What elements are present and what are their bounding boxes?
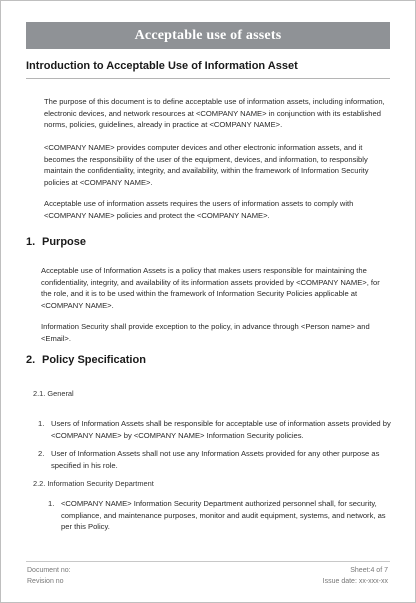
intro-paragraph-1: The purpose of this document is to define acceptable use of information assets, including information, electronic devices, and network resources at <COMPANY NAME> in conjunction with its established norms, policies, guidelines, already in practice at <COMPANY NAME>. [44,97,385,129]
footer-divider [26,561,390,562]
subsection-information-security: 2.2. Information Security Department [33,479,154,488]
introduction-heading: Introduction to Acceptable Use of Information Asset [26,60,390,79]
list-item [38,418,391,441]
list-item-text: <COMPANY NAME> Information Security Department authorized personnel shall, for security, compliance, and maintenance purposes, monitor and audit equipment, systems, and network, as per this Policy. [61,499,386,531]
policy-heading [26,353,146,367]
list-item [38,448,391,471]
list-item-text: User of Information Assets shall not use any Information Assets provided for any other purpose as specified in his role. [51,449,380,470]
purpose-title: Purpose [42,236,87,248]
policy-number: 2. [26,354,36,366]
document-title-banner: Acceptable use of assets [26,22,390,49]
footer-sheet: Sheet:4 of 7 [350,567,388,574]
footer-document-no: Document no: [27,567,71,574]
purpose-number: 1. [26,236,36,248]
purpose-paragraph-2: Information Security shall provide exception to the policy, in advance through <Person name> and <Email>. [41,322,370,343]
subsection-general: 2.1. General [33,389,74,398]
intro-paragraph-2: <COMPANY NAME> provides computer devices and other electronic information assets, and it becomes the responsibility of the user of the equipment, devices, and information, to responsibly maintain the confidentiality, integrity, and availability, within the framework of Information Security policies at <COMPANY NAME>. [44,143,369,187]
footer-issue-date: Issue date: xx-xxx-xx [322,578,388,585]
list-marker: 1. [38,419,45,428]
list-marker: 1. [48,499,55,508]
footer-revision-no: Revision no [27,578,64,585]
list-marker: 2. [38,449,45,458]
policy-title: Policy Specification [42,354,146,366]
purpose-paragraph-1: Acceptable use of Information Assets is a policy that makes users responsible for maintaining the confidentiality, integrity, and availability of its information assets provided by <COMPANY NAME>, for the role, and it is to be used within the framework of Information Security Policies applicable at <COMPANY NAME>. [41,266,380,310]
list-item [48,498,391,533]
list-item-text: Users of Information Assets shall be responsible for acceptable use of information assets provided by <COMPANY NAME> by <COMPANY NAME> Information Security policies. [51,419,391,440]
purpose-heading [26,235,86,249]
intro-paragraph-3: Acceptable use of information assets requires the users of information assets to comply with <COMPANY NAME> policies and protect the <COMPANY NAME>. [44,199,354,220]
